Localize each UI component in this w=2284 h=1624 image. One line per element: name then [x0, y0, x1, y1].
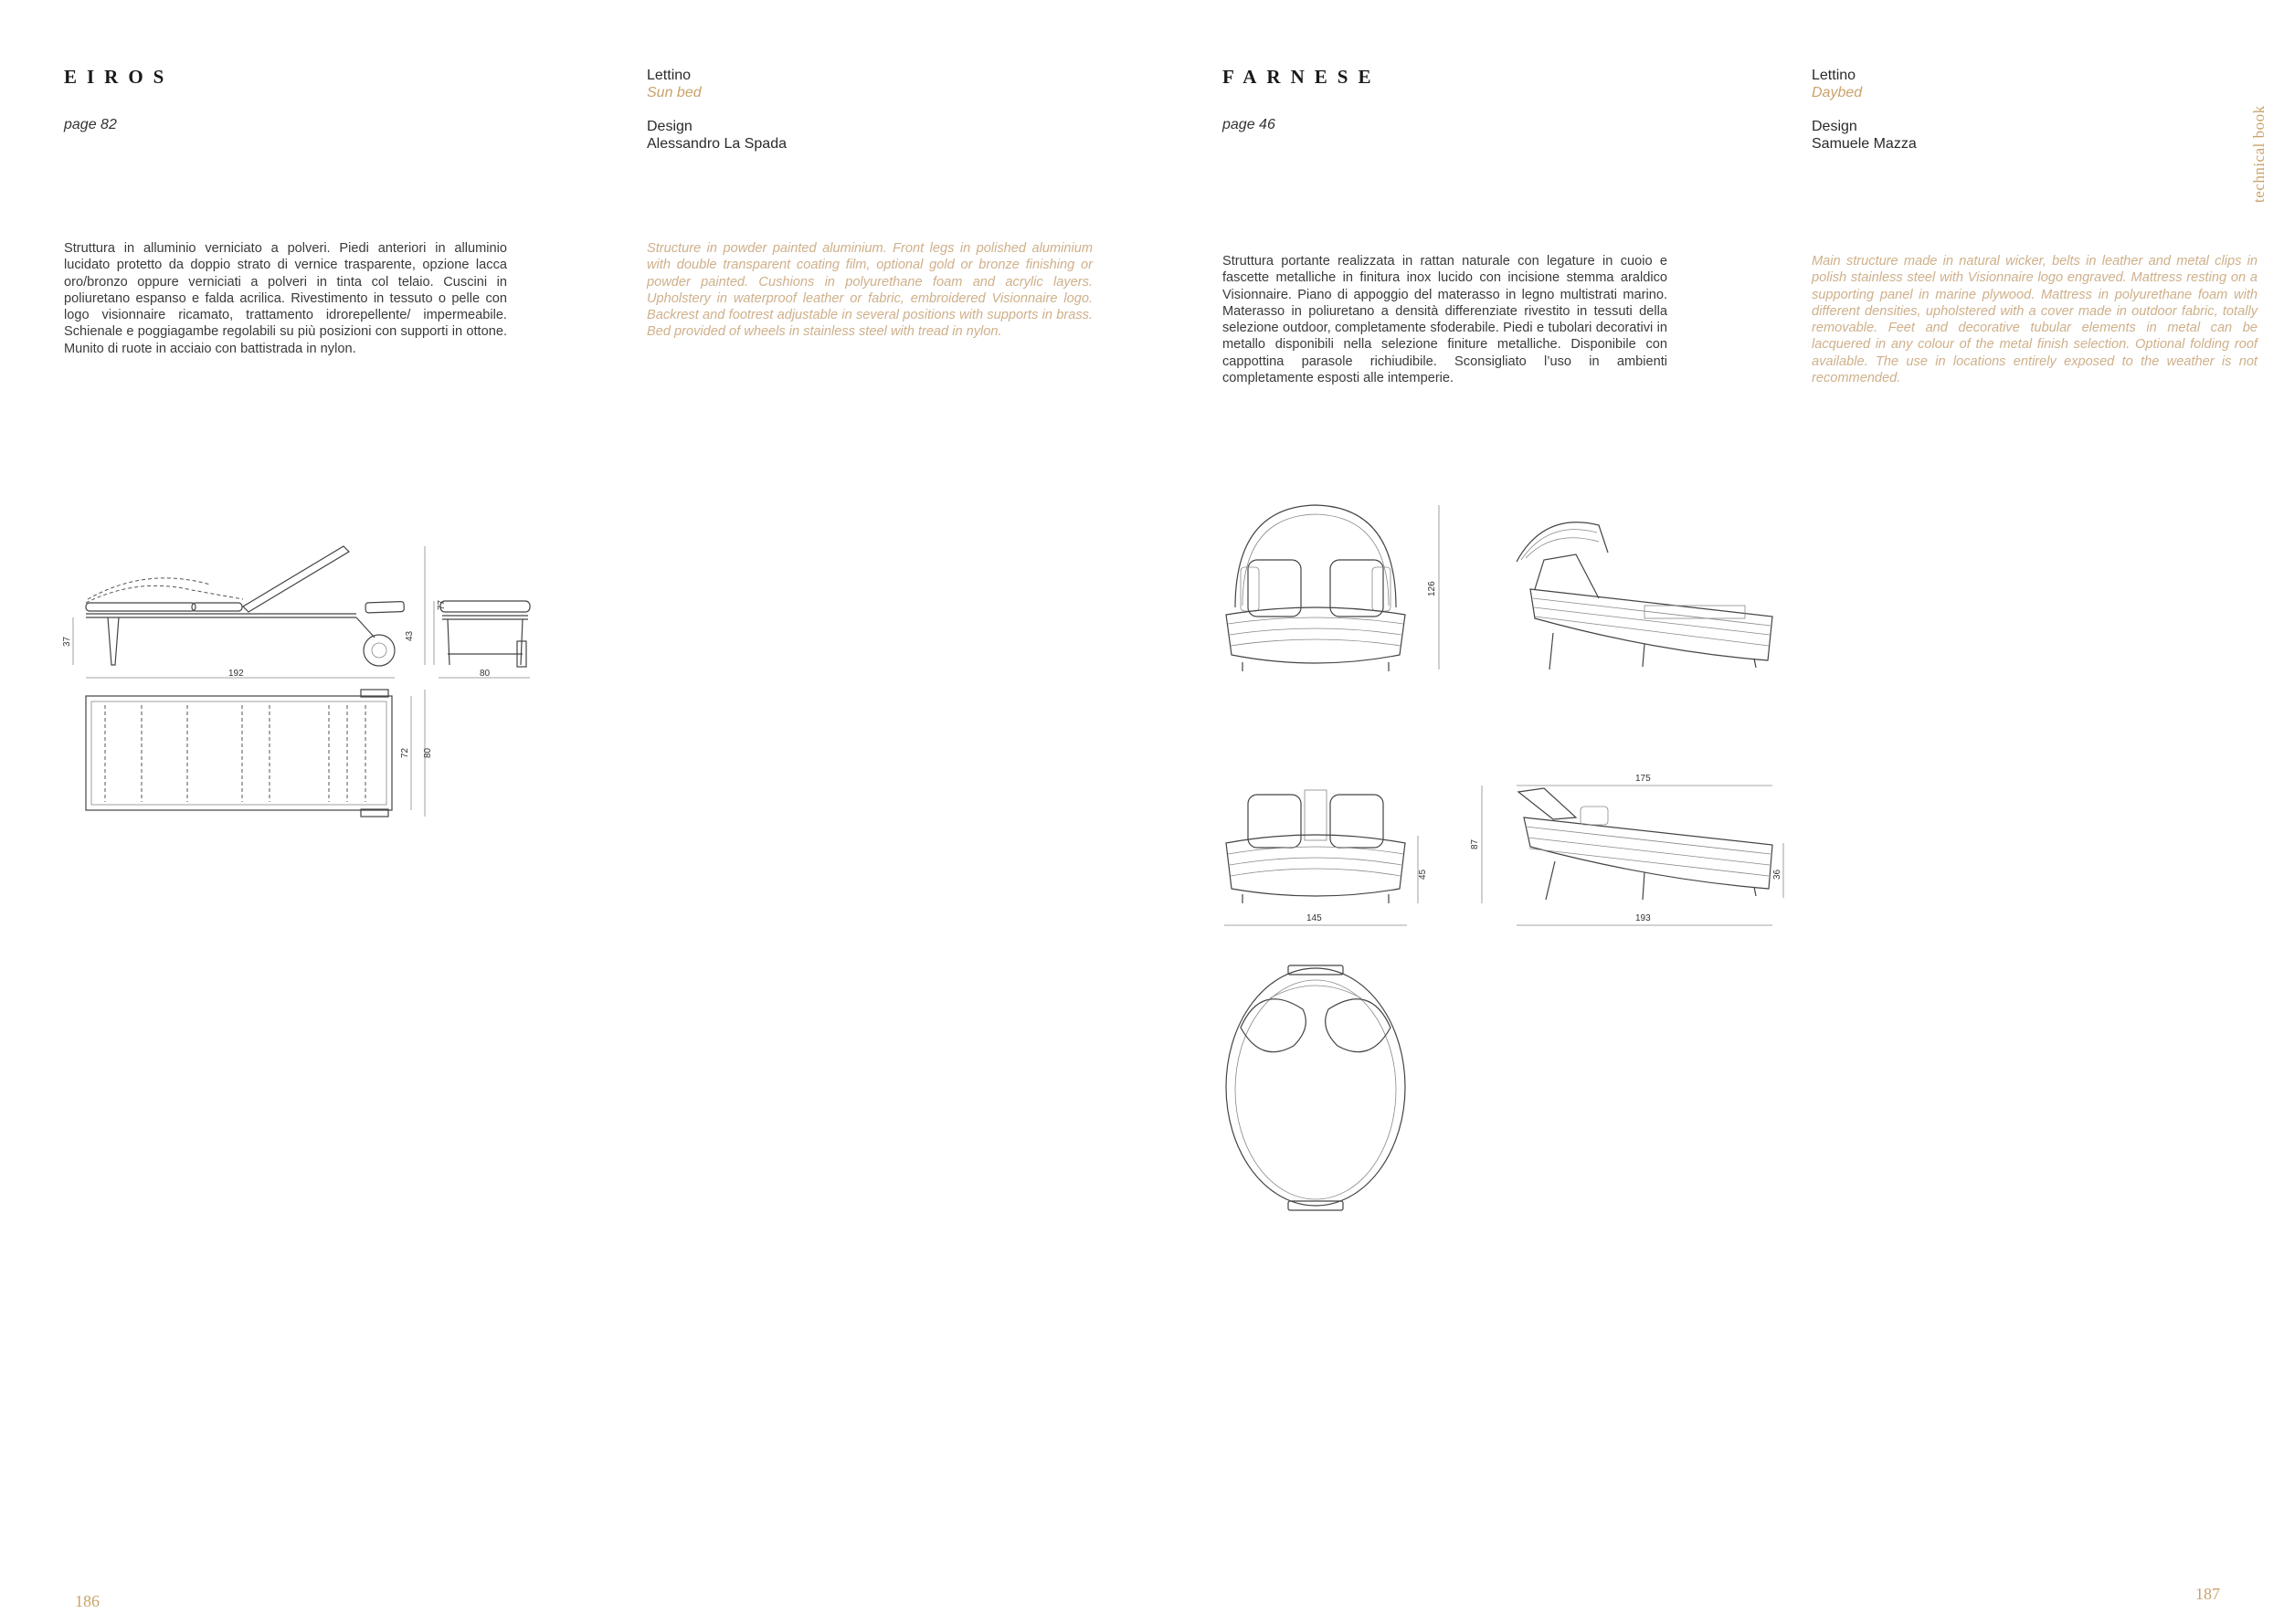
eiros-technical-drawing	[55, 539, 576, 840]
folio-186: 186	[75, 1592, 100, 1610]
eiros-dim-192: 192	[228, 669, 244, 679]
folio-187: 187	[2195, 1585, 2220, 1603]
farnese-front-view-roof	[1226, 505, 1439, 671]
farnese-description-en: Main structure made in natural wicker, belts in leather and metal clips in polish stainless steel with Visionnaire logo engraved. Mattress resting on a supporting panel in marine plywood. Mattress in polyurethane foam with different densities, upholstered with a cover made in outdoor fabric, totally removable. Feet and decorative tubular elements in metal can be lacquered in any colour of the metal finish selection. Optional folding roof available. The use in locations entirely exposed to the weather is not recommended.	[1812, 254, 2258, 386]
farnese-category: Lettino	[1812, 68, 1856, 83]
eiros-dim-72: 72	[400, 747, 410, 758]
eiros-dim-80: 80	[480, 669, 491, 679]
eiros-front-view	[434, 599, 530, 679]
farnese-meta	[1812, 67, 1917, 153]
farnese-title: FARNESE	[1222, 66, 1381, 88]
farnese-dim-175: 175	[1635, 774, 1651, 784]
eiros-side-view	[62, 546, 425, 679]
eiros-design-label: Design	[647, 119, 693, 134]
eiros-category-en: Sun bed	[647, 85, 702, 100]
eiros-designer: Alessandro La Spada	[647, 136, 787, 152]
farnese-technical-drawing	[1215, 498, 1800, 1229]
farnese-dim-193: 193	[1635, 913, 1651, 923]
eiros-description-en: Structure in powder painted aluminium. Front legs in polished aluminium with double transparent coating film, optional gold or bronze finishing or powder painted. Cushions in polyurethane foam and acrylic layers. Upholstery in waterproof leather or fabric, embroidered Visionnaire logo. Backrest and footrest adjustable in several positions with supports in brass. Bed provided of wheels in stainless steel with tread in nylon.	[647, 241, 1093, 340]
farnese-design-label: Design	[1812, 119, 1857, 134]
eiros-meta	[647, 67, 787, 153]
eiros-plan-view	[86, 690, 433, 817]
eiros-category: Lettino	[647, 68, 692, 83]
eiros-dim-77: 77	[437, 599, 447, 610]
farnese-dim-87: 87	[1470, 838, 1480, 849]
farnese-page-ref[interactable]: page 46	[1222, 117, 1275, 132]
eiros-dim-37: 37	[62, 636, 72, 647]
farnese-description-it: Struttura portante realizzata in rattan naturale con legature in cuoio e fascette metalliche in finitura inox lucido con incisione stemma araldico Visionnaire. Piano di appoggio del materasso in legno multistrati marino. Materasso in poliuretano a densità differenziate rivestito in tessuti della selezione outdoor, completamente sfoderabile. Piedi e tubolari decorativi in metallo disponibili nella selezione finiture metalliche. Disponibile con cappottina parasole richiudibile. Sconsigliato l’uso in ambienti completamente esposti alle intemperie.	[1222, 254, 1667, 386]
farnese-side-view	[1517, 774, 1783, 925]
farnese-dim-126: 126	[1427, 581, 1437, 596]
eiros-description-it: Struttura in alluminio verniciato a polveri. Piedi anteriori in alluminio lucidato protetto da doppio strato di vernice trasparente, opzione lacca oro/bronzo oppure verniciati a polveri in tinta col telaio. Cuscini in poliuretano espanso e falda acrilica. Rivestimento in tessuto o pelle con logo visionnaire ricamato, trattamento idrorepellente/ impermeabile. Schienale e poggiagambe regolabili su più posizioni con supporti in ottone. Munito di ruote in acciaio con battistrada in nylon.	[64, 241, 507, 356]
farnese-dim-145: 145	[1306, 913, 1322, 923]
farnese-dim-36: 36	[1772, 869, 1782, 880]
farnese-side-view-roof	[1517, 522, 1772, 670]
farnese-front-view	[1224, 786, 1482, 925]
farnese-plan-view	[1226, 965, 1405, 1210]
farnese-designer: Samuele Mazza	[1812, 136, 1917, 152]
technical-book-label: technical book	[2250, 105, 2268, 203]
eiros-page-ref[interactable]: page 82	[64, 117, 117, 132]
eiros-title: EIROS	[64, 66, 174, 88]
eiros-dim-80-plan: 80	[423, 747, 433, 758]
farnese-category-en: Daybed	[1812, 85, 1863, 100]
eiros-dim-43: 43	[405, 630, 415, 641]
farnese-dim-45: 45	[1418, 869, 1428, 880]
